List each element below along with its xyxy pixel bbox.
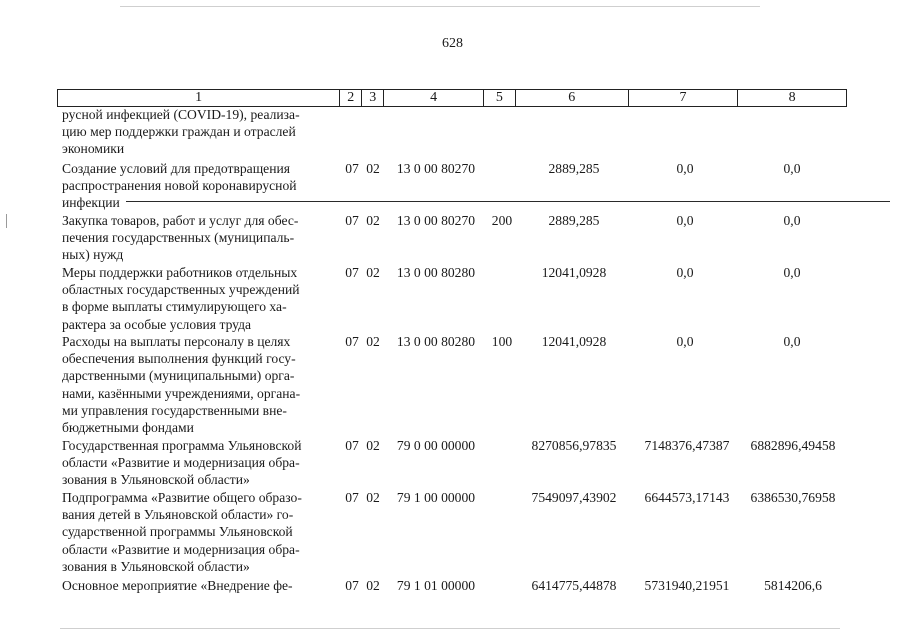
desc-line: в форме выплаты стимулирующего ха- [62, 299, 287, 315]
subsection-code: 02 [366, 213, 380, 228]
expense-type-code: 100 [491, 334, 513, 349]
amount-col-8: 0,0 [783, 334, 801, 349]
amount-col-8: 0,0 [783, 161, 801, 176]
subsection-code: 02 [366, 490, 380, 505]
desc-line: распространения новой коронавирусной [62, 178, 297, 194]
header-col-8: 8 [788, 90, 796, 105]
amount-col-6: 8270856,97835 [531, 438, 617, 453]
header-col-7: 7 [629, 90, 739, 106]
row-description [62, 264, 336, 333]
target-article-code: 13 0 00 80280 [396, 334, 476, 349]
amount-col-7: 0,0 [676, 334, 694, 349]
desc-line: нами, казёнными учреждениями, органа- [62, 385, 301, 401]
row-description [62, 489, 336, 575]
amount-col-7: 6644573,17143 [644, 490, 730, 505]
amount-col-7: 7148376,47387 [644, 438, 730, 453]
desc-line: ми управления государственными вне- [62, 402, 287, 418]
header-col-3: 3 [362, 90, 384, 106]
amount-col-8: 5814206,6 [764, 578, 822, 593]
row-description [62, 212, 336, 264]
row-description [62, 577, 336, 594]
page-number: 628 [442, 36, 463, 51]
desc-line: областных государственных учреждений [62, 282, 300, 298]
desc-line: Расходы на выплаты персоналу в целях [62, 334, 291, 349]
desc-line: цию мер поддержки граждан и отраслей [62, 124, 296, 140]
section-code: 07 [345, 161, 359, 176]
section-code: 07 [345, 213, 359, 228]
desc-line: русной инфекцией (COVID-19), реализа- [62, 107, 300, 122]
target-article-code: 13 0 00 80280 [396, 265, 476, 280]
desc-line: области «Развитие и модернизация обра- [62, 455, 300, 471]
desc-line: Подпрограмма «Развитие общего образо- [62, 490, 302, 505]
scan-artifact-bottom [60, 628, 840, 629]
header-col-4: 4 [384, 90, 484, 106]
subsection-code: 02 [366, 161, 380, 176]
row-description [62, 160, 336, 212]
section-code: 07 [345, 265, 359, 280]
row-description [62, 333, 336, 436]
amount-col-8: 6386530,76958 [750, 490, 836, 505]
amount-col-7: 5731940,21951 [644, 578, 730, 593]
desc-line: зования в Ульяновской области» [62, 558, 250, 574]
horizontal-rule [126, 201, 890, 202]
amount-col-6: 2889,285 [548, 213, 600, 228]
header-col-6: 6 [516, 90, 629, 106]
desc-line: Меры поддержки работников отдельных [62, 265, 298, 280]
amount-col-6: 2889,285 [548, 161, 600, 176]
section-code: 07 [345, 578, 359, 593]
amount-col-6: 7549097,43902 [531, 490, 617, 505]
header-col-2: 2 [340, 90, 362, 106]
desc-line: области «Развитие и модернизация обра- [62, 541, 300, 557]
header-col-1: 1 [58, 90, 340, 106]
desc-line: Закупка товаров, работ и услуг для обес- [62, 213, 299, 228]
amount-col-6: 12041,0928 [541, 265, 607, 280]
section-code: 07 [345, 438, 359, 453]
row-description [62, 106, 336, 158]
subsection-code: 02 [366, 578, 380, 593]
target-article-code: 79 1 01 00000 [396, 578, 476, 593]
section-code: 07 [345, 490, 359, 505]
amount-col-6: 6414775,44878 [531, 578, 617, 593]
amount-col-7: 0,0 [676, 265, 694, 280]
desc-line: Создание условий для предотвращения [62, 161, 291, 176]
subsection-code: 02 [366, 334, 380, 349]
target-article-code: 79 1 00 00000 [396, 490, 476, 505]
amount-col-8: 0,0 [783, 265, 801, 280]
expense-type-code: 200 [491, 213, 513, 228]
scan-artifact-left [6, 214, 7, 228]
amount-col-7: 0,0 [676, 213, 694, 228]
amount-col-8: 0,0 [783, 213, 801, 228]
subsection-code: 02 [366, 438, 380, 453]
table-header [57, 89, 847, 107]
desc-line: вания детей в Ульяновской области» го- [62, 507, 294, 523]
section-code: 07 [345, 334, 359, 349]
amount-col-6: 12041,0928 [541, 334, 607, 349]
desc-line: печения государственных (муниципаль- [62, 230, 295, 246]
desc-line: Основное мероприятие «Внедрение фе- [62, 578, 293, 593]
amount-col-8: 6882896,49458 [750, 438, 836, 453]
desc-line: дарственными (муниципальными) орга- [62, 368, 295, 384]
header-col-5: 5 [484, 90, 516, 106]
desc-line: инфекции [62, 195, 120, 211]
scan-artifact-top [120, 6, 760, 7]
desc-line: бюджетными фондами [62, 420, 194, 436]
desc-line: зования в Ульяновской области» [62, 472, 250, 488]
desc-line: ных) нужд [62, 247, 124, 263]
amount-col-7: 0,0 [676, 161, 694, 176]
subsection-code: 02 [366, 265, 380, 280]
target-article-code: 13 0 00 80270 [396, 213, 476, 228]
target-article-code: 13 0 00 80270 [396, 161, 476, 176]
desc-line: Государственная программа Ульяновской [62, 438, 302, 453]
desc-line: рактера за особые условия труда [62, 316, 252, 332]
desc-line: обеспечения выполнения функций госу- [62, 351, 296, 367]
desc-line: экономики [62, 141, 125, 157]
target-article-code: 79 0 00 00000 [396, 438, 476, 453]
row-description [62, 437, 336, 489]
desc-line: сударственной программы Ульяновской [62, 524, 293, 540]
